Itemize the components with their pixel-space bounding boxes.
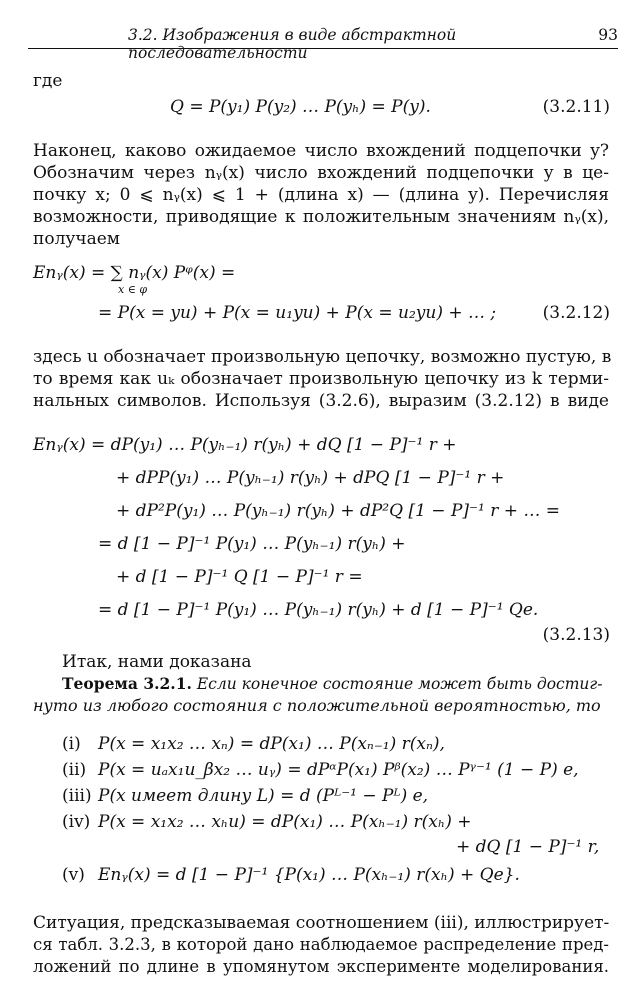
text-line: ложений по длине в упомянутом эксперименте моделирования. [33, 957, 609, 976]
text-line: возможности, приводящие к положительным значениям nᵧ(x), [33, 207, 609, 227]
equation-3-2-12-line-1: Enᵧ(x) = ∑ nᵧ(x) Pᵠ(x) = [33, 263, 236, 283]
sum-index: x ∈ φ [118, 283, 148, 296]
running-header [28, 26, 618, 62]
header-rule [28, 48, 618, 49]
item-formula: P(x = uₐx₁u_βx₂ … uᵧ) = dPᵅP(x₁) Pᵝ(x₂) … Pᵞ⁻¹ (1 − P) e, [98, 760, 579, 780]
text-line: Наконец, каково ожидаемое число вхождений подцепочки y? [33, 141, 609, 161]
proved-text: Итак, нами доказана [62, 652, 252, 672]
theorem-line-2: нуто из любого состояния с положительной вероятностью, то [33, 696, 601, 715]
theorem-line-1 [62, 673, 609, 695]
text-line: нальных символов. Используя (3.2.6), выразим (3.2.12) в виде [33, 391, 609, 411]
equation-line: + d [1 − P]⁻¹ Q [1 − P]⁻¹ r = [116, 567, 363, 587]
equation-line: = d [1 − P]⁻¹ P(y₁) … P(yₕ₋₁) r(yₕ) + d [1 − P]⁻¹ Qe. [98, 600, 539, 620]
text-line: то время как uₖ обозначает произвольную цепочку из k терми- [33, 369, 609, 389]
running-title: 3.2. Изображения в виде абстрактной последовательности [128, 26, 457, 62]
text-line: Обозначим через nᵧ(x) число вхождений подцепочки y в це- [33, 163, 609, 183]
equation-3-2-12-line-2: = P(x = yu) + P(x = u₁yu) + P(x = u₂yu) + … ; [98, 303, 497, 323]
text-line: здесь u обозначает произвольную цепочку, возможно пустую, в [33, 347, 612, 367]
item-formula: P(x имеет длину L) = d (Pᴸ⁻¹ − Pᴸ) e, [98, 786, 429, 806]
text-line: Ситуация, предсказываемая соотношением (iii), иллюстрирует- [33, 913, 610, 933]
where-label: где [33, 71, 63, 91]
equation-number-3-2-11: (3.2.11) [542, 97, 610, 117]
item-formula: Enᵧ(x) = d [1 − P]⁻¹ {P(x₁) … P(xₕ₋₁) r(xₕ) + Qe}. [98, 865, 520, 885]
equation-3-2-11: Q = P(y₁) P(y₂) … P(yₕ) = P(y). [170, 97, 431, 117]
item-formula: + dQ [1 − P]⁻¹ r, [456, 837, 600, 857]
text-line: почку x; 0 ⩽ nᵧ(x) ⩽ 1 + (длина x) — (длина y). Перечисляя [33, 185, 609, 205]
equation-line: Enᵧ(x) = dP(y₁) … P(yₕ₋₁) r(yₕ) + dQ [1 − P]⁻¹ r + [33, 435, 457, 455]
page-number: 93 [598, 26, 618, 44]
equation-number-3-2-12: (3.2.12) [542, 303, 610, 323]
item-number: (i) [62, 734, 81, 754]
item-formula: P(x = x₁x₂ … xₙ) = dP(x₁) … P(xₙ₋₁) r(xₙ), [98, 734, 445, 754]
equation-line: = d [1 − P]⁻¹ P(y₁) … P(yₕ₋₁) r(yₕ) + [98, 534, 406, 554]
item-formula: P(x = x₁x₂ … xₕu) = dP(x₁) … P(xₕ₋₁) r(xₕ) + [98, 812, 472, 832]
text-line: получаем [33, 229, 121, 249]
equation-number-3-2-13: (3.2.13) [542, 625, 610, 645]
item-number: (iii) [62, 786, 92, 806]
theorem-text: Если конечное состояние может быть достиг- [196, 675, 603, 693]
item-number: (ii) [62, 760, 87, 780]
equation-line: + dPP(y₁) … P(yₕ₋₁) r(yₕ) + dPQ [1 − P]⁻¹ r + [116, 468, 505, 488]
item-number: (iv) [62, 812, 91, 832]
text-line: ся табл. 3.2.3, в которой дано наблюдаемое распределение пред- [33, 935, 609, 954]
theorem-label: Теорема 3.2.1. [62, 674, 192, 693]
item-number: (v) [62, 865, 85, 885]
equation-line: + dP²P(y₁) … P(yₕ₋₁) r(yₕ) + dP²Q [1 − P]⁻¹ r + … = [116, 501, 561, 521]
